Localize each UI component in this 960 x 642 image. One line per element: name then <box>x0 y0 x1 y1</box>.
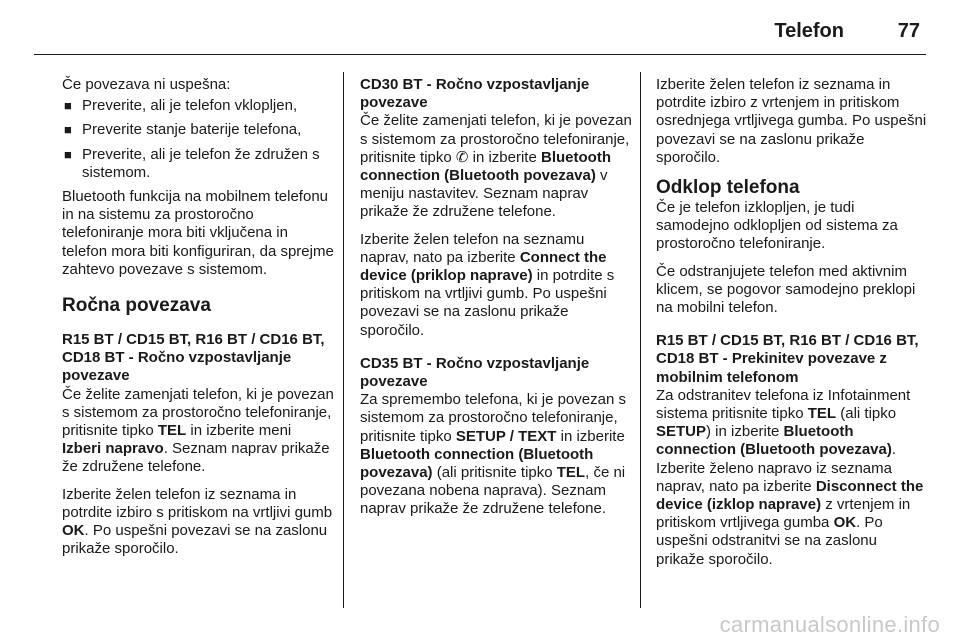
column-3 <box>656 76 928 616</box>
key-label: TEL <box>807 405 837 423</box>
list-item: ■ Preverite stanje baterije telefona, <box>64 121 302 139</box>
column-1 <box>62 76 334 616</box>
watermark: carmanualsonline.info <box>719 612 940 637</box>
paragraph: Za odstranitev telefona iz Infotainment sistema pritisnite tipko TEL (ali tipko SETUP) in izberite Bluetooth connection (Bluetooth povezava). Izberite želeno napravo iz seznama naprav, nato pa izberite Disconnect the device (izklop naprave) z vrtenjem in pritiskom vrtljivega gumba OK. Po uspešni odstranitvi se na zaslonu prikaže sporočilo. <box>656 386 924 568</box>
bullet-icon: ■ <box>64 98 72 114</box>
subsection-heading: R15 BT / CD15 BT, R16 BT / CD16 BT, CD18 BT - Prekinitev povezave z mobilnim telefonom <box>656 332 919 386</box>
bullet-icon: ■ <box>64 146 72 162</box>
paragraph: Za spremembo telefona, ki je povezan s sistemom za prostoročno telefoniranje, pritisnite tipko SETUP / TEXT in izberite Bluetooth connection (Bluetooth povezava) (ali pritisnite tipko TEL, če ni povezana nobena naprava). Seznam naprav prikaže že združene telefone. <box>360 391 626 518</box>
page-title: Telefon <box>774 20 844 42</box>
bullet-icon: ■ <box>64 122 72 138</box>
list-item: ■ Preverite, ali je telefon vklopljen, <box>64 97 298 115</box>
key-label: SETUP / TEXT <box>455 427 557 445</box>
phone-icon: ✆ <box>455 148 469 166</box>
subsection-heading: CD30 BT - Ročno vzpostavljanje povezave <box>360 76 590 112</box>
paragraph: Izberite želen telefon na seznamu naprav, nato pa izberite Connect the device (priklop naprave) in potrdite s pritiskom na vrtljivi gumb. Po uspešni povezavi se na zaslonu prikaže sporočilo. <box>360 230 615 339</box>
bullet-list <box>62 97 334 182</box>
column-2 <box>360 76 634 616</box>
column-divider <box>343 72 344 608</box>
menu-label: Bluetooth connection (Bluetooth povezava) <box>656 423 892 459</box>
key-label: TEL <box>157 422 187 440</box>
menu-label: Bluetooth connection (Bluetooth povezava) <box>360 148 611 185</box>
paragraph: Če odstranjujete telefon med aktivnim klicem, se pogovor samodejno preklopi na mobilni telefon. <box>656 262 916 317</box>
list-item: ■ Preverite, ali je telefon že združen s sistemom. <box>64 145 320 181</box>
paragraph: Če želite zamenjati telefon, ki je povezan s sistemom za prostoročno telefoniranje, pritisnite tipko ✆ in izberite Bluetooth connection (Bluetooth povezava) v meniju nastavitev. Seznam naprav prikaže že združene telefone. <box>360 112 632 221</box>
page-number: 77 <box>897 20 920 42</box>
paragraph: Izberite želen telefon iz seznama in potrdite izbiro s pritiskom na vrtljivi gumb OK. Po uspešni povezavi se na zaslonu prikaže sporočilo. <box>62 485 333 558</box>
column-divider <box>640 72 641 608</box>
intro-text: Če povezava ni uspešna: <box>62 76 231 93</box>
key-label: SETUP <box>656 423 707 441</box>
paragraph: Bluetooth funkcija na mobilnem telefonu in na sistemu za prostoročno telefoniranje mora biti vključena in telefon mora biti konfiguriran, da sprejme zahtevo povezave s sistemom. <box>62 188 334 278</box>
key-label: OK <box>62 522 85 540</box>
key-label: TEL <box>556 464 586 482</box>
paragraph: Izberite želen telefon iz seznama in potrdite izbiro z vrtenjem in pritiskom osrednjega vrtljivega gumba. Po uspešni povezavi se na zaslonu prikaže sporočilo. <box>656 76 927 166</box>
key-label: OK <box>833 514 857 532</box>
subsection-heading: R15 BT / CD15 BT, R16 BT / CD16 BT, CD18 BT - Ročno vzpostavljanje povezave <box>62 331 325 385</box>
menu-label: Izberi napravo <box>62 440 164 458</box>
menu-label: Connect the device (priklop naprave) <box>360 248 607 285</box>
page-header <box>34 12 926 55</box>
menu-label: Disconnect the device (izklop naprave) <box>656 477 924 514</box>
paragraph: Če želite zamenjati telefon, ki je povezan s sistemom za prostoročno telefoniranje, pritisnite tipko TEL in izberite meni Izberi napravo. Seznam naprav prikaže že združene telefone. <box>62 385 334 476</box>
subsection-heading: CD35 BT - Ročno vzpostavljanje povezave <box>360 354 590 391</box>
section-heading: Odklop telefona <box>656 177 800 199</box>
section-heading: Ročna povezava <box>62 295 211 317</box>
paragraph: Če je telefon izklopljen, je tudi samodejno odklopljen od sistema za prostoročno telefoniranje. <box>656 199 898 253</box>
menu-label: Bluetooth connection (Bluetooth povezava) <box>360 445 594 482</box>
